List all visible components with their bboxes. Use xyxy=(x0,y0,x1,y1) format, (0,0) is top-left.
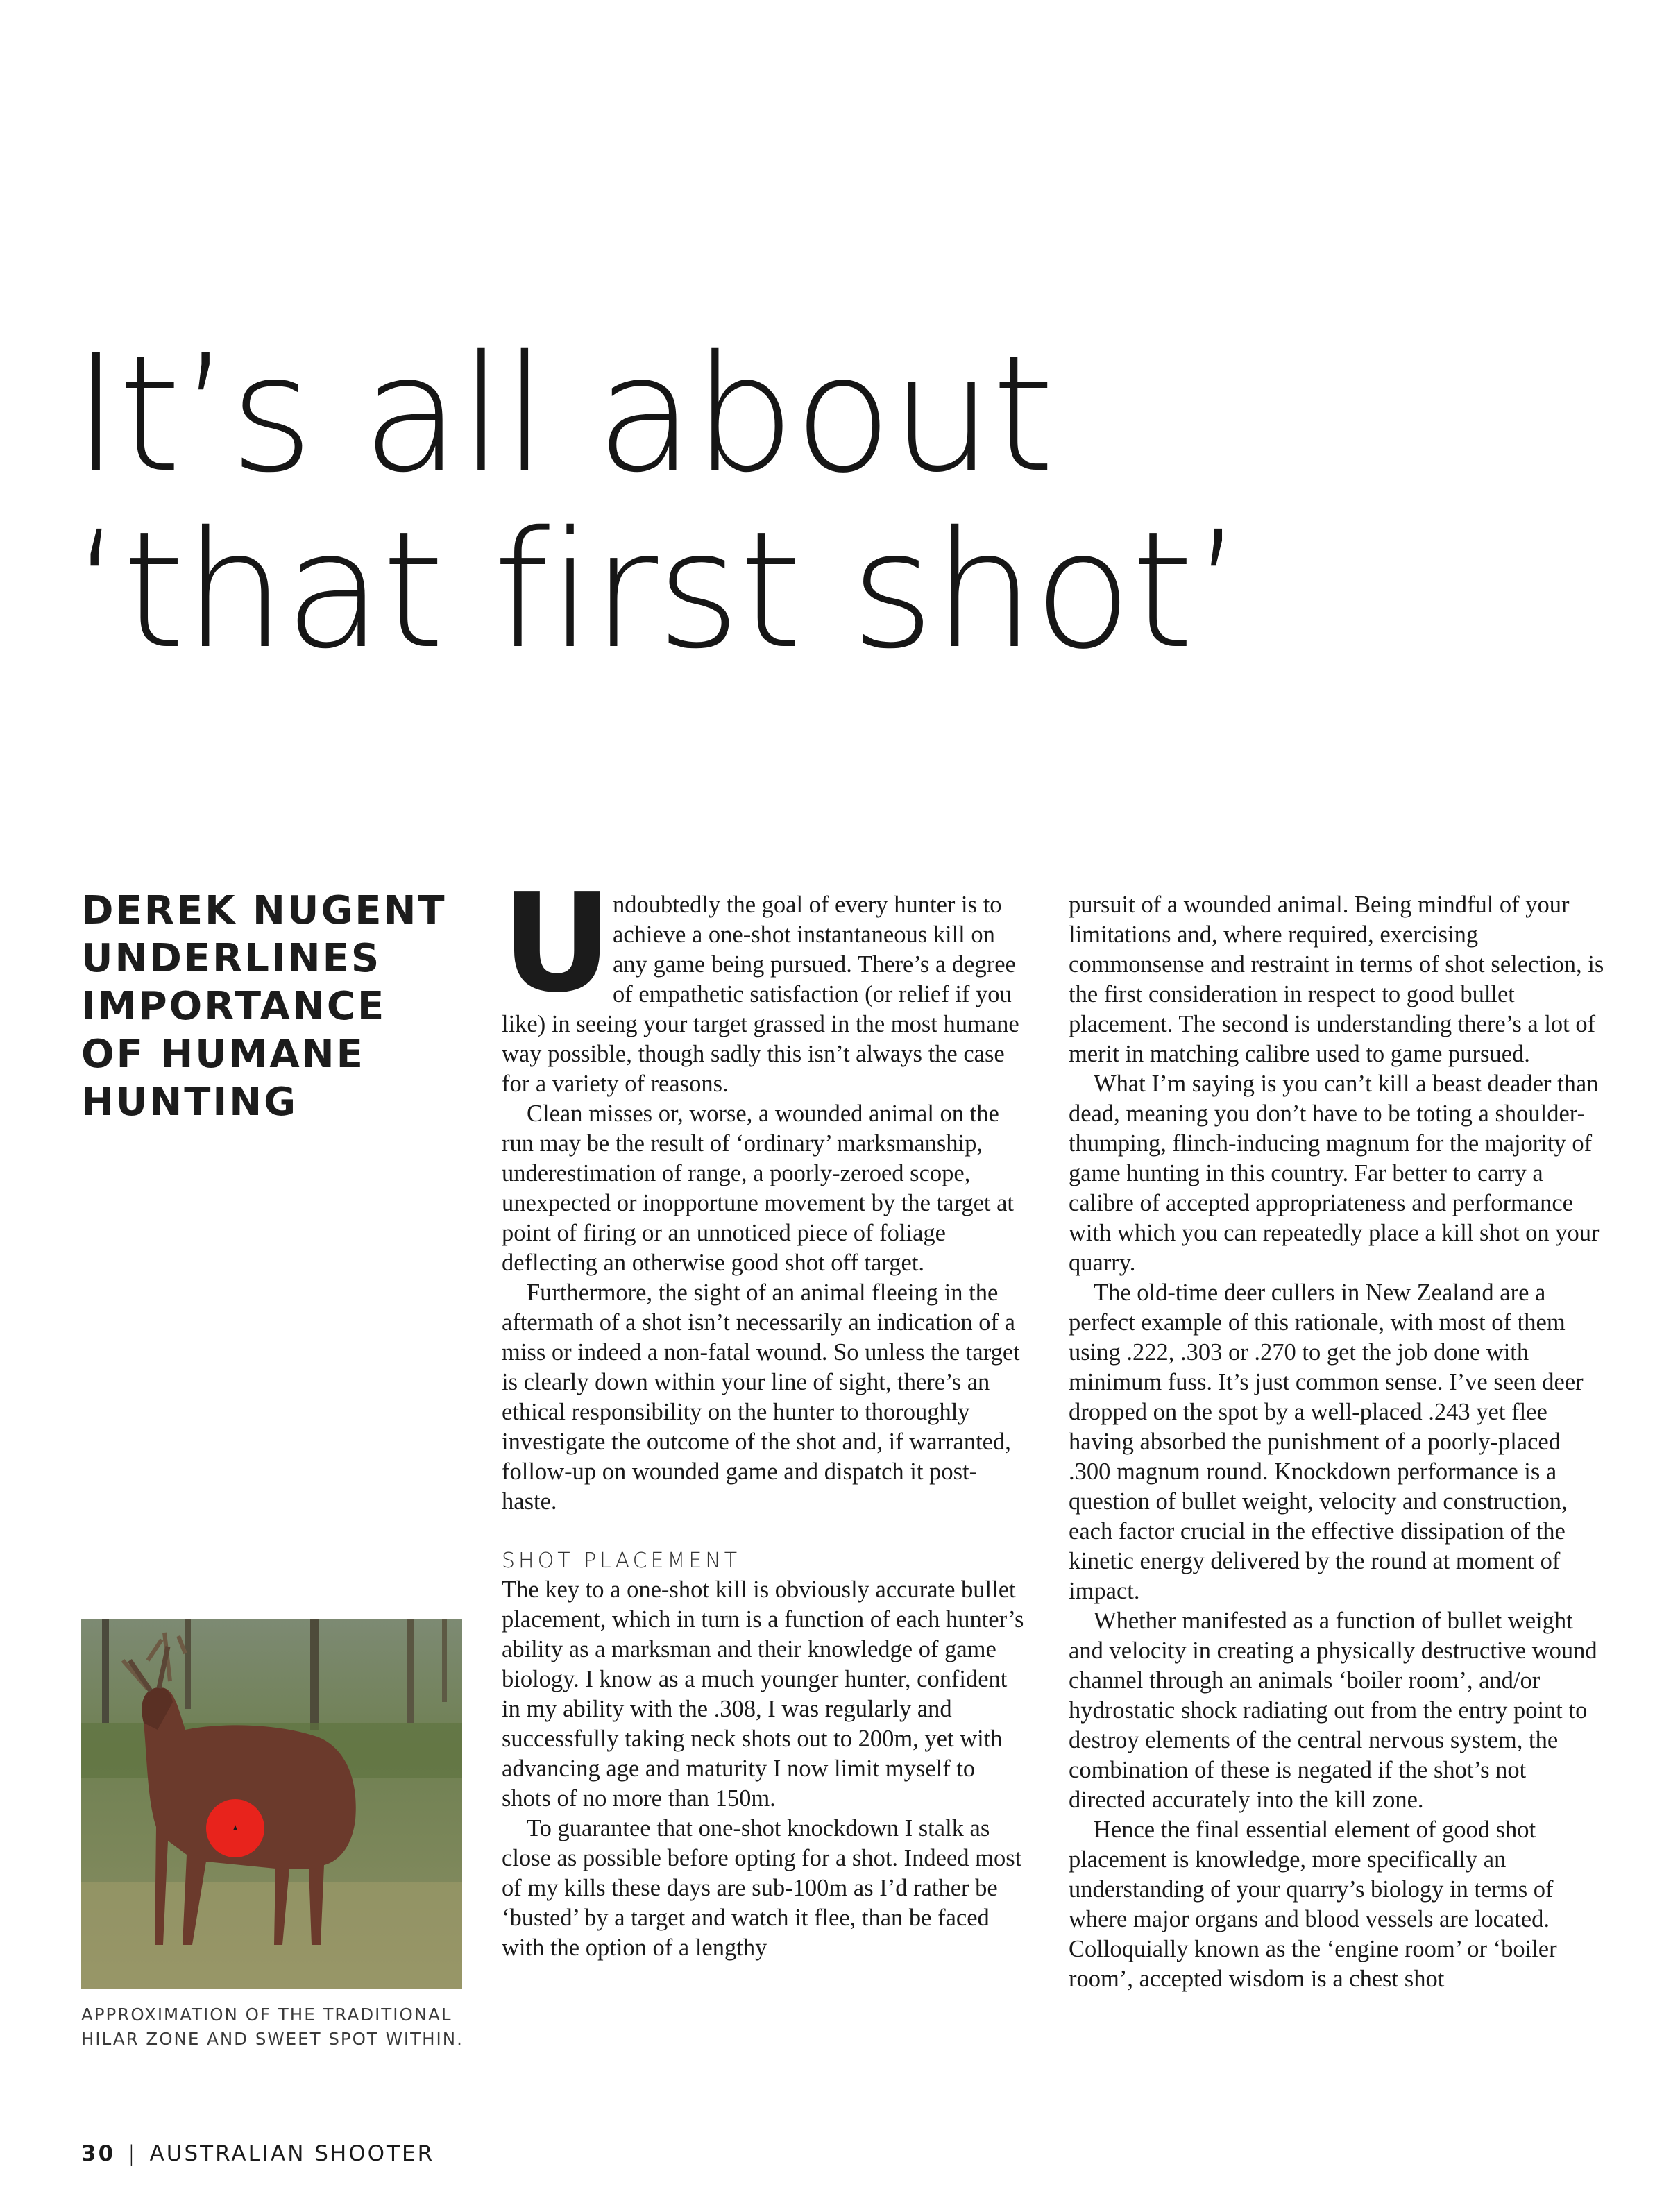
paragraph: Whether manifested as a function of bullet weight and velocity in creating a physically destructive wound channel through an animals ‘boiler room’, and/or hydrostatic shock radiating out from the entry point to destroy elements of the central nervous system, the combination of these is negated if the shot’s not directed accurately into the kill zone. xyxy=(1069,1608,1597,1813)
article-title xyxy=(72,321,1460,684)
body-column-1 xyxy=(502,865,1029,1963)
page-number: 30 xyxy=(81,2141,116,2166)
paragraph: Hence the final essential element of good shot placement is knowledge, more specifically an understanding of your quarry’s biology in terms of where major organs and blood vessels are located. Colloquially known as the ‘engine room’ or ‘boiler room’, accepted wisdom is a chest shot xyxy=(1069,1817,1557,1992)
deer-illustration xyxy=(81,1619,462,1989)
standfirst-line: IMPORTANCE xyxy=(81,984,387,1029)
photo-caption xyxy=(81,2002,484,2051)
caption-line: HILAR ZONE AND SWEET SPOT WITHIN. xyxy=(81,2029,464,2049)
body-column-2 xyxy=(1069,890,1606,1994)
deer-photo xyxy=(81,1619,462,1989)
paragraph: pursuit of a wounded animal. Being mindful of your limitations and, where required, exercising commonsense and restraint in terms of shot selection, is the first consideration in respect to good bullet placement. The second is understanding there’s a lot of merit in matching calibre used to game pursued. xyxy=(1069,892,1604,1067)
publication-name: AUSTRALIAN SHOOTER xyxy=(149,2141,435,2166)
paragraph: The key to a one-shot kill is obviously accurate bullet placement, which in turn is a function of each hunter’s ability as a marksman and their knowledge of game biology. I know as a much younger hunter, confident in my ability with the .308, I was regularly and successfully taking neck shots out to 200m, yet with advancing age and maturity I now limit myself to shots of no more than 150m. xyxy=(502,1576,1024,1812)
footer-separator: | xyxy=(128,2141,137,2166)
standfirst-line: UNDERLINES xyxy=(81,936,382,981)
standfirst-line: OF HUMANE xyxy=(81,1032,365,1077)
paragraph: Clean misses or, worse, a wounded animal on the run may be the result of ‘ordinary’ marksmanship, underestimation of range, a poorly-zeroed scope, unexpected or inopportune movement by the target at point of firing or an unnoticed piece of foliage deflecting an otherwise good shot off target. xyxy=(502,1100,1015,1276)
title-line-2: ‘that first shot’ xyxy=(72,497,1243,684)
standfirst-line: DEREK NUGENT xyxy=(81,888,447,933)
title-line-1: It’s all about xyxy=(72,321,1053,508)
paragraph: The old-time deer cullers in New Zealand are a perfect example of this rationale, with most of them using .222, .303 or .270 to get the job done with minimum fuss. It’s just common sense. I’ve seen deer dropped on the spot by a well-placed .243 yet flee having absorbed the punishment of a poorly-placed .300 magnum round. Knockdown performance is a question of bullet weight, velocity and construction, each factor crucial in the effective dissipation of the kinetic energy delivered by the round at moment of impact. xyxy=(1069,1279,1584,1604)
standfirst xyxy=(81,887,470,1126)
paragraph: Furthermore, the sight of an animal fleeing in the aftermath of a shot isn’t necessarily an indication of a miss or indeed a non-fatal wound. So unless the target is clearly down within your line of sight, there’s an ethical responsibility on the hunter to thoroughly investigate the outcome of the shot and, if warranted, follow-up on wounded game and dispatch it post-haste. xyxy=(502,1279,1020,1515)
page-footer xyxy=(81,2141,434,2166)
paragraph: ndoubtedly the goal of every hunter is to achieve a one-shot instantaneous kill on any game being pursued. There’s a degree of empathetic satisfaction (or relief if you like) in seeing your target grassed in the most humane way possible, though sadly this isn’t always the case for a variety of reasons. xyxy=(502,892,1019,1097)
drop-cap: U xyxy=(502,865,613,1023)
paragraph: What I’m saying is you can’t kill a beast deader than dead, meaning you don’t have to be toting a shoulder-thumping, flinch-inducing magnum for the majority of game hunting in this country. Far better to carry a calibre of accepted appropriateness and performance with which you can repeatedly place a kill shot on your quarry. xyxy=(1069,1071,1600,1276)
standfirst-line: HUNTING xyxy=(81,1080,298,1125)
section-subhead: SHOT PLACEMENT xyxy=(502,1549,741,1573)
paragraph: To guarantee that one-shot knockdown I stalk as close as possible before opting for a shot. Indeed most of my kills these days are sub-100m as I’d rather be ‘busted’ by a target and watch it flee, than be faced with the option of a lengthy xyxy=(502,1815,1022,1961)
caption-line: APPROXIMATION OF THE TRADITIONAL xyxy=(81,2005,452,2025)
